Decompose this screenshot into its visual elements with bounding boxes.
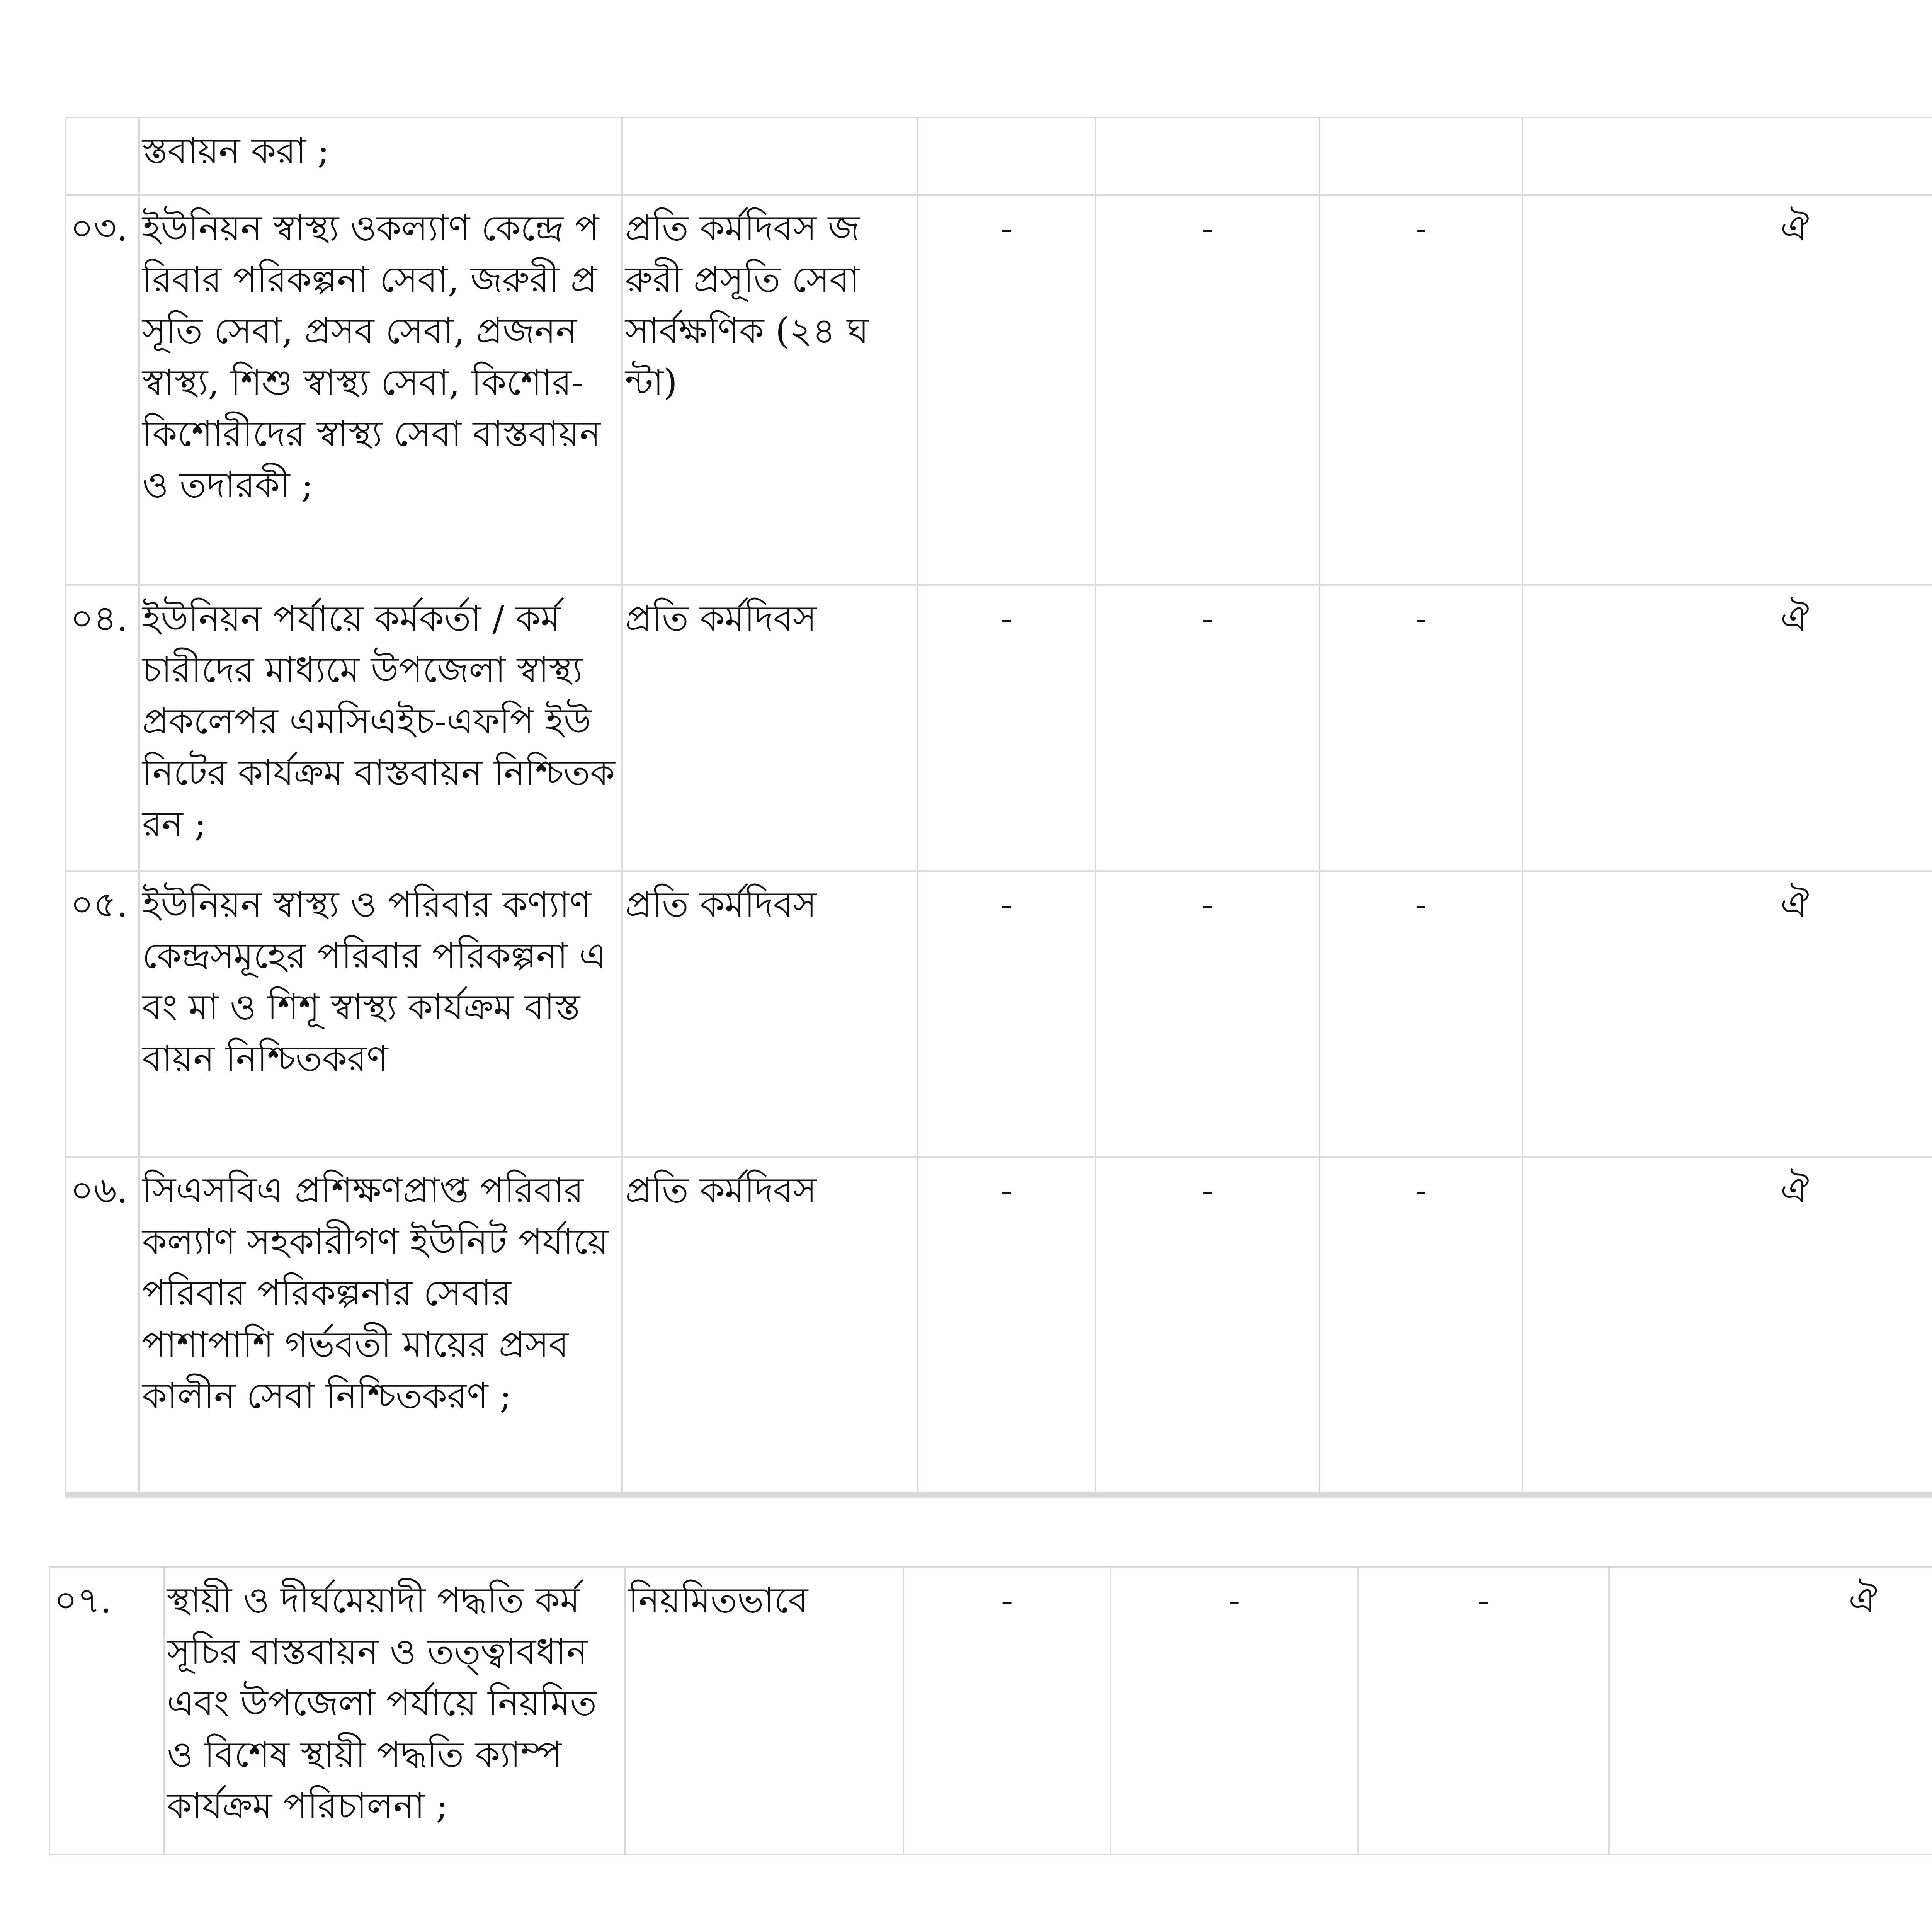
dash-cell: - (1358, 1567, 1609, 1855)
activity-cell: ইউনিয়ন স্বাস্থ্য ও পরিবার কণ্যাণ কেন্দ্রসমূহের পরিবার পরিকল্পনা এবং মা ও শিশূ স্বাস্থ্য কার্যক্রম বাস্তবায়ন নিশ্চিতকরণ (139, 871, 622, 1157)
serial-cell: ০৬. (66, 1157, 139, 1493)
ditto-cell: ঐ (1522, 1157, 1932, 1493)
table-row (66, 585, 1932, 871)
frequency-cell: নিয়মিতভাবে (625, 1567, 903, 1855)
serial-cell: ০৩. (66, 195, 139, 585)
empty-cell (1522, 117, 1932, 195)
dash-cell: - (1320, 871, 1522, 1157)
dash-cell: - (1320, 1157, 1522, 1493)
activity-cell: সিএসবিএ প্রশিক্ষণপ্রাপ্ত পরিবার কল্যাণ সহকারীগণ ইউনিট পর্যায়ে পরিবার পরিকল্পনার সেবার পাশাপাশি গর্ভবতী মায়ের প্রসবকালীন সেবা নিশ্চিতকরণ ; (139, 1157, 622, 1493)
activity-cell: স্থায়ী ও দীর্ঘমেয়াদী পদ্ধতি কর্মসূচির বাস্তবায়ন ও তত্ত্বাবধান এবং উপজেলা পর্যায়ে নিয়মিত ও বিশেষ স্থায়ী পদ্ধতি ক্যাম্প কার্যক্রম পরিচালনা ; (164, 1567, 625, 1855)
dash-cell: - (1095, 1157, 1320, 1493)
empty-cell (1320, 117, 1522, 195)
table-row (49, 1567, 1932, 1855)
dash-cell: - (1320, 585, 1522, 871)
activity-table-1 (65, 117, 1932, 1494)
table-row (66, 117, 1932, 195)
activity-cell: ইউনিয়ন স্বাস্থ্য ওকল্যাণ কেন্দ্রে পরিবার পরিকল্পনা সেবা, জরুরী প্রসূতি সেবা, প্রসব সেবা, প্রজনন স্বাস্থ্য, শিশু স্বাস্থ্য সেবা, কিশোর-কিশোরীদের স্বাস্থ্য সেবা বাস্তবায়ন ও তদারকী ; (139, 195, 622, 585)
ditto-cell: ঐ (1609, 1567, 1932, 1855)
dash-cell: - (918, 585, 1095, 871)
dash-cell: - (1320, 195, 1522, 585)
frequency-cell: প্রতি কর্মদিবস (622, 1157, 918, 1493)
activity-cell: ইউনিয়ন পর্যায়ে কর্মকর্তা / কর্মচারীদের মাধ্যমে উপজেলা স্বাস্থ্য প্রকলেপর এমসিএইচ-এফপি ইউনিটের কার্যক্রম বাস্তবায়ন নিশ্চিতকরন ; (139, 585, 622, 871)
empty-cell (1095, 117, 1320, 195)
serial-cell: ০৪. (66, 585, 139, 871)
activity-cell: স্তবায়ন করা ; (139, 117, 622, 195)
table-row (66, 1157, 1932, 1493)
dash-cell: - (918, 195, 1095, 585)
dash-cell: - (1095, 871, 1320, 1157)
serial-cell: ০৫. (66, 871, 139, 1157)
activity-table-2 (49, 1566, 1932, 1855)
frequency-cell: প্রতি কর্মদিবস (622, 871, 918, 1157)
empty-cell (918, 117, 1095, 195)
serial-cell: ০৭. (49, 1567, 164, 1855)
ditto-cell: ঐ (1522, 585, 1932, 871)
ditto-cell: ঐ (1522, 871, 1932, 1157)
dash-cell: - (918, 871, 1095, 1157)
table-row (66, 871, 1932, 1157)
dash-cell: - (1095, 195, 1320, 585)
frequency-cell: প্রতি কর্মদিবস (622, 585, 918, 871)
dash-cell: - (903, 1567, 1111, 1855)
dash-cell: - (1095, 585, 1320, 871)
dash-cell: - (1111, 1567, 1358, 1855)
ditto-cell: ঐ (1522, 195, 1932, 585)
frequency-cell: প্রতি কর্মদিবস জরুরী প্রসূতি সেবা সার্বক্ষণিক (২৪ ঘন্টা) (622, 195, 918, 585)
frequency-cell (622, 117, 918, 195)
table-row (66, 195, 1932, 585)
dash-cell: - (918, 1157, 1095, 1493)
table-bottom-rule (65, 1492, 1932, 1498)
serial-cell (66, 117, 139, 195)
